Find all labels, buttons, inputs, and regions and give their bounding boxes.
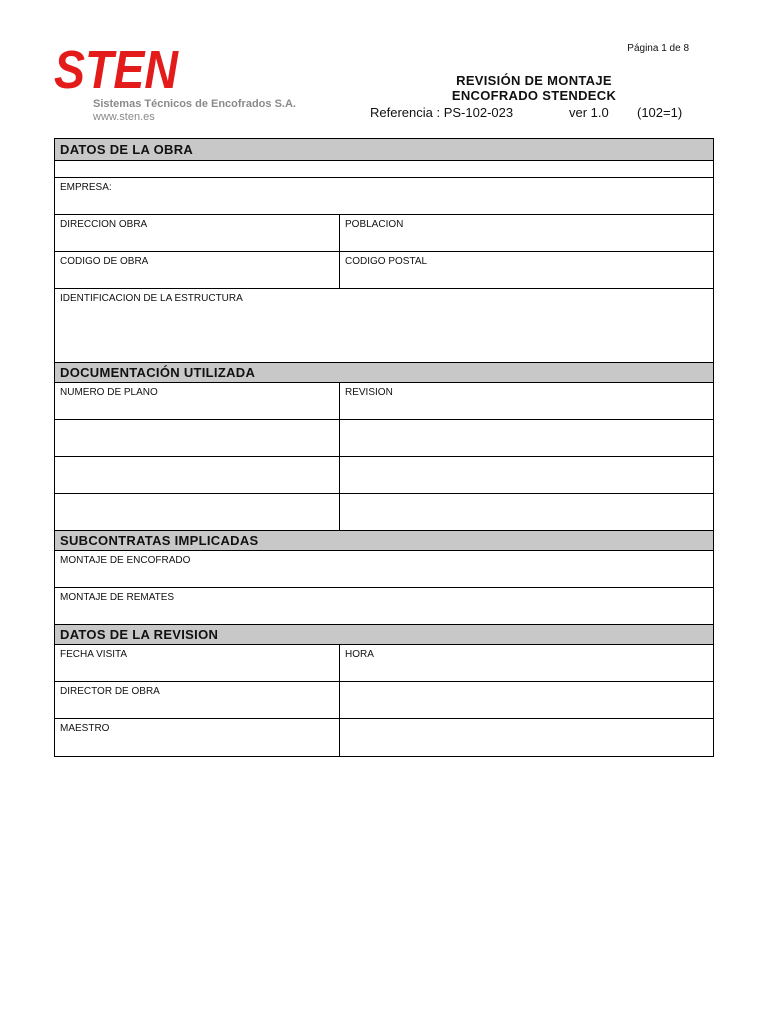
- revision-code: (102=1): [637, 105, 683, 120]
- form-row: [55, 383, 713, 420]
- field-label: FECHA VISITA: [60, 649, 128, 660]
- field-label: CODIGO DE OBRA: [60, 256, 149, 267]
- revision-field[interactable]: [340, 457, 713, 493]
- section-header-documentacion: [55, 363, 713, 383]
- field-label: EMPRESA:: [60, 182, 112, 193]
- maestro-value[interactable]: [340, 719, 713, 756]
- svg-text:STEN: STEN: [54, 40, 179, 100]
- montaje-remates-field[interactable]: [55, 588, 713, 624]
- form-row: [55, 588, 713, 625]
- blank-row: [55, 161, 713, 178]
- director-obra-field[interactable]: [55, 682, 340, 718]
- field-label: POBLACION: [345, 219, 404, 230]
- blank-field[interactable]: [55, 161, 713, 177]
- form-row: [55, 178, 713, 215]
- field-label: NUMERO DE PLANO: [60, 387, 158, 398]
- field-label: REVISION: [345, 387, 393, 398]
- form-row: [55, 420, 713, 457]
- identificacion-estructura-field[interactable]: [55, 289, 713, 362]
- form-row: [55, 645, 713, 682]
- form-row: [55, 457, 713, 494]
- codigo-postal-field[interactable]: [340, 252, 713, 288]
- form-row: [55, 551, 713, 588]
- field-label: MONTAJE DE ENCOFRADO: [60, 555, 191, 566]
- fecha-visita-field[interactable]: [55, 645, 340, 681]
- maestro-field[interactable]: [55, 719, 340, 756]
- form-row: [55, 682, 713, 719]
- field-label: MONTAJE DE REMATES: [60, 592, 175, 603]
- document-title-line1: REVISIÓN DE MONTAJE: [456, 73, 612, 88]
- codigo-obra-field[interactable]: [55, 252, 340, 288]
- field-label: MAESTRO: [60, 723, 110, 734]
- company-name: Sistemas Técnicos de Encofrados S.A.: [93, 98, 296, 110]
- director-obra-value[interactable]: [340, 682, 713, 718]
- field-label: DIRECTOR DE OBRA: [60, 686, 160, 697]
- poblacion-field[interactable]: [340, 215, 713, 251]
- numero-plano-field[interactable]: [55, 457, 340, 493]
- empresa-field[interactable]: [55, 178, 713, 214]
- form-row: [55, 252, 713, 289]
- section-title: DOCUMENTACIÓN UTILIZADA: [60, 365, 256, 380]
- form-row: [55, 289, 713, 363]
- section-title: DATOS DE LA REVISION: [60, 627, 219, 642]
- numero-plano-field[interactable]: [55, 420, 340, 456]
- montaje-encofrado-field[interactable]: [55, 551, 713, 587]
- field-label: IDENTIFICACION DE LA ESTRUCTURA: [60, 293, 243, 304]
- version-label: ver 1.0: [569, 105, 609, 120]
- page-number: Página 1 de 8: [627, 43, 689, 54]
- company-website: www.sten.es: [93, 111, 155, 123]
- section-title: SUBCONTRATAS IMPLICADAS: [60, 533, 259, 548]
- section-header-subcontratas: [55, 531, 713, 551]
- field-label: CODIGO POSTAL: [345, 256, 428, 267]
- form-row: [55, 494, 713, 531]
- form-row: [55, 719, 713, 756]
- reference-code: Referencia : PS-102-023: [370, 105, 514, 120]
- document-title-line2: ENCOFRADO STENDECK: [451, 88, 617, 103]
- numero-plano-field[interactable]: [55, 494, 340, 530]
- hora-field[interactable]: [340, 645, 713, 681]
- revision-field[interactable]: [340, 420, 713, 456]
- field-label: DIRECCION OBRA: [60, 219, 148, 230]
- revision-field[interactable]: [340, 383, 713, 419]
- field-label: HORA: [345, 649, 374, 660]
- direccion-obra-field[interactable]: [55, 215, 340, 251]
- section-header-revision: [55, 625, 713, 645]
- form-row: [55, 215, 713, 252]
- sten-logo: [52, 40, 180, 100]
- section-header-obra: [55, 139, 713, 161]
- numero-plano-field[interactable]: [55, 383, 340, 419]
- revision-field[interactable]: [340, 494, 713, 530]
- inspection-form: [54, 138, 714, 757]
- section-title: DATOS DE LA OBRA: [60, 142, 194, 157]
